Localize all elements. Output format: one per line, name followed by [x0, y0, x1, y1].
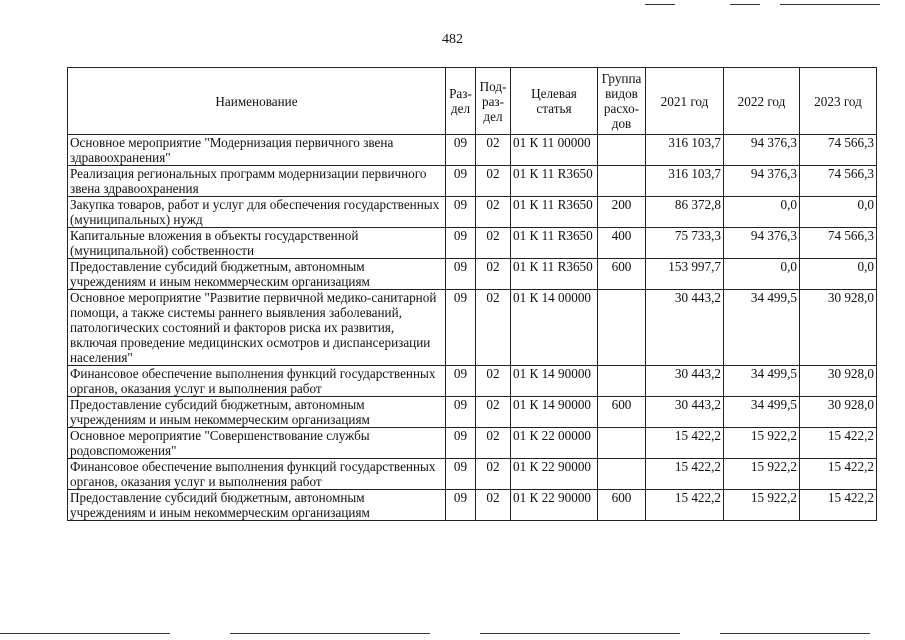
row-group: 400: [598, 228, 646, 259]
row-razdel: 09: [446, 228, 476, 259]
row-2022: 34 499,5: [724, 397, 800, 428]
row-article: 01 К 11 R3650: [511, 197, 598, 228]
table-row: [68, 166, 877, 197]
row-razdel: 09: [446, 166, 476, 197]
scan-edge-line: [645, 4, 675, 5]
row-name: Финансовое обеспечение выполнения функций государственных органов, оказания услуг и выполнения работ: [68, 366, 446, 397]
row-article: 01 К 22 90000: [511, 490, 598, 521]
scan-edge-line: [0, 633, 170, 634]
row-2021: 15 422,2: [646, 490, 724, 521]
row-podrazdel: 02: [476, 197, 511, 228]
row-2023: 74 566,3: [800, 228, 877, 259]
row-2023: 0,0: [800, 259, 877, 290]
row-name: Капитальные вложения в объекты государственной (муниципальной) собственности: [68, 228, 446, 259]
header-2022: 2022 год: [724, 68, 800, 135]
row-article: 01 К 14 90000: [511, 366, 598, 397]
header-podrazdel: Под-раз-дел: [476, 68, 511, 135]
row-podrazdel: 02: [476, 459, 511, 490]
scan-edge-line: [480, 633, 680, 634]
row-group: [598, 366, 646, 397]
row-2023: 30 928,0: [800, 366, 877, 397]
row-article: 01 К 11 R3650: [511, 259, 598, 290]
row-2023: 30 928,0: [800, 397, 877, 428]
header-group: Группа видов расхо-дов: [598, 68, 646, 135]
row-name: Основное мероприятие "Развитие первичной медико-санитарной помощи, а также системы раннего выявления заболеваний, патологических состояний и факторов риска их развития, включая проведение медицинских осмотров и диспансеризации населения": [68, 290, 446, 366]
row-group: 600: [598, 397, 646, 428]
budget-table: [67, 67, 877, 521]
row-razdel: 09: [446, 366, 476, 397]
row-podrazdel: 02: [476, 290, 511, 366]
row-group: [598, 135, 646, 166]
table-row: [68, 459, 877, 490]
row-razdel: 09: [446, 290, 476, 366]
row-group: [598, 290, 646, 366]
table-row: [68, 259, 877, 290]
page-number: 482: [442, 32, 463, 47]
row-2021: 15 422,2: [646, 428, 724, 459]
header-article: Целевая статья: [511, 68, 598, 135]
header-2021: 2021 год: [646, 68, 724, 135]
row-2023: 15 422,2: [800, 459, 877, 490]
table-row: [68, 290, 877, 366]
row-razdel: 09: [446, 490, 476, 521]
row-group: 200: [598, 197, 646, 228]
row-article: 01 К 14 00000: [511, 290, 598, 366]
row-2022: 15 922,2: [724, 459, 800, 490]
row-article: 01 К 22 00000: [511, 428, 598, 459]
row-2021: 75 733,3: [646, 228, 724, 259]
header-razdel: Раз-дел: [446, 68, 476, 135]
scan-edge-line: [730, 4, 760, 5]
row-2021: 30 443,2: [646, 366, 724, 397]
row-article: 01 К 11 R3650: [511, 228, 598, 259]
row-2021: 153 997,7: [646, 259, 724, 290]
row-2023: 0,0: [800, 197, 877, 228]
row-group: [598, 459, 646, 490]
row-2023: 30 928,0: [800, 290, 877, 366]
table-row: [68, 366, 877, 397]
row-group: 600: [598, 490, 646, 521]
header-name: Наименование: [68, 68, 446, 135]
table-row: [68, 397, 877, 428]
row-2021: 316 103,7: [646, 166, 724, 197]
row-razdel: 09: [446, 428, 476, 459]
row-2022: 94 376,3: [724, 135, 800, 166]
scan-edge-line: [780, 4, 880, 5]
table-row: [68, 228, 877, 259]
row-name: Предоставление субсидий бюджетным, автономным учреждениям и иным некоммерческим организациям: [68, 259, 446, 290]
row-podrazdel: 02: [476, 166, 511, 197]
row-2021: 30 443,2: [646, 290, 724, 366]
row-2023: 15 422,2: [800, 428, 877, 459]
row-2022: 94 376,3: [724, 228, 800, 259]
row-podrazdel: 02: [476, 259, 511, 290]
row-razdel: 09: [446, 135, 476, 166]
row-2021: 30 443,2: [646, 397, 724, 428]
row-name: Основное мероприятие "Совершенствование службы родовспоможения": [68, 428, 446, 459]
row-podrazdel: 02: [476, 366, 511, 397]
row-razdel: 09: [446, 259, 476, 290]
row-2023: 74 566,3: [800, 166, 877, 197]
row-2021: 316 103,7: [646, 135, 724, 166]
row-article: 01 К 14 90000: [511, 397, 598, 428]
row-podrazdel: 02: [476, 397, 511, 428]
row-2022: 15 922,2: [724, 428, 800, 459]
row-podrazdel: 02: [476, 428, 511, 459]
row-2022: 94 376,3: [724, 166, 800, 197]
row-name: Предоставление субсидий бюджетным, автономным учреждениям и иным некоммерческим организациям: [68, 490, 446, 521]
table-row: [68, 135, 877, 166]
row-name: Предоставление субсидий бюджетным, автономным учреждениям и иным некоммерческим организациям: [68, 397, 446, 428]
row-article: 01 К 22 90000: [511, 459, 598, 490]
row-2022: 0,0: [724, 259, 800, 290]
row-podrazdel: 02: [476, 490, 511, 521]
row-group: 600: [598, 259, 646, 290]
row-article: 01 К 11 00000: [511, 135, 598, 166]
row-group: [598, 428, 646, 459]
row-razdel: 09: [446, 197, 476, 228]
row-name: Закупка товаров, работ и услуг для обеспечения государственных (муниципальных) нужд: [68, 197, 446, 228]
row-2022: 34 499,5: [724, 290, 800, 366]
row-2023: 15 422,2: [800, 490, 877, 521]
row-name: Реализация региональных программ модернизации первичного звена здравоохранения: [68, 166, 446, 197]
row-razdel: 09: [446, 459, 476, 490]
table-row: [68, 428, 877, 459]
row-2022: 34 499,5: [724, 366, 800, 397]
row-2021: 86 372,8: [646, 197, 724, 228]
row-podrazdel: 02: [476, 228, 511, 259]
row-article: 01 К 11 R3650: [511, 166, 598, 197]
row-name: Основное мероприятие "Модернизация первичного звена здравоохранения": [68, 135, 446, 166]
row-2022: 15 922,2: [724, 490, 800, 521]
scan-edge-line: [720, 633, 870, 634]
row-2021: 15 422,2: [646, 459, 724, 490]
row-2022: 0,0: [724, 197, 800, 228]
row-podrazdel: 02: [476, 135, 511, 166]
scan-edge-line: [230, 633, 430, 634]
table-row: [68, 197, 877, 228]
header-row: [68, 68, 877, 135]
row-2023: 74 566,3: [800, 135, 877, 166]
row-razdel: 09: [446, 397, 476, 428]
header-2023: 2023 год: [800, 68, 877, 135]
row-group: [598, 166, 646, 197]
row-name: Финансовое обеспечение выполнения функций государственных органов, оказания услуг и выполнения работ: [68, 459, 446, 490]
table-row: [68, 490, 877, 521]
